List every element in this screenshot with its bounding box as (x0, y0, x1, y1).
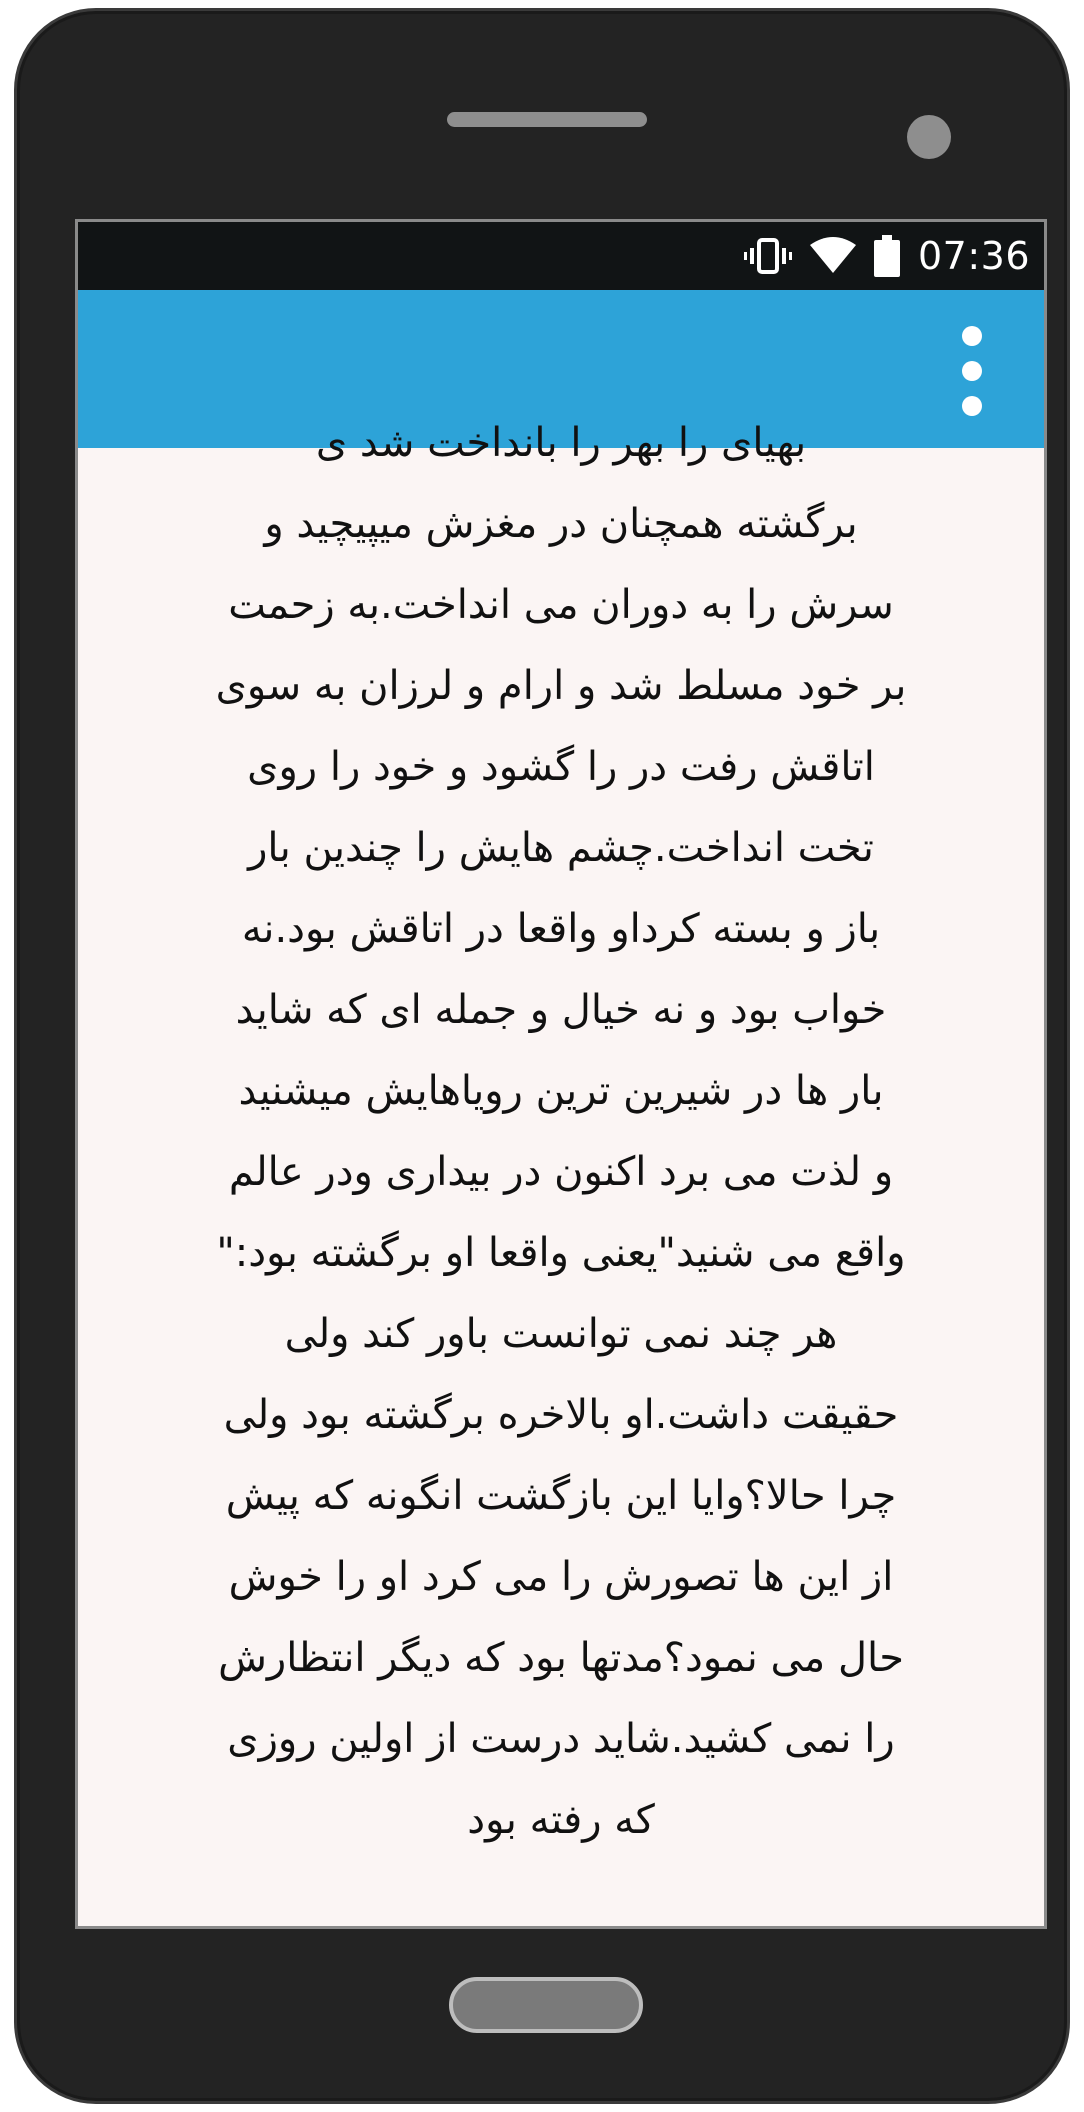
story-content[interactable] (78, 420, 1044, 1932)
status-time: 07:36 (917, 234, 1030, 278)
story-text: ﺑﻬﻴﺎﯼ ﺭﺍ ﺑﻬﺮ ﺭﺍ ﺑﺎﻧﺪﺍﺧﺖ ﺷﺪ ﯼ برگشته همچنان در مغزش میپیچید و سرش را به دوران می انداخت.به زحمت بر خود مسلط شد و ارام و لرزان به سوی اتاقش رفت در را گشود و خود را روی تخت انداخت.چشم هایش را چندین بار باز و بسته کرداو واقعا در اتاقش بود.نه خواب بود و نه خیال و جمله ای که شاید بار ها در شیرین ترین رویاهایش میشنید و لذت می برد اکنون در بیداری ودر عالم واقع می شنید"یعنی واقعا او برگشته بود:" هر چند نمی توانست باور کند ولی حقیقت داشت.او بالاخره برگشته بود ولی چرا حالا؟وایا این بازگشت انگونه که پیش از این ها تصورش را می کرد او را خوش حال می نمود؟مدتها بود که دیگر انتظارش را نمی کشید.شاید درست از اولین روزی که رفته بود (215, 420, 907, 1843)
vibrate-icon (744, 236, 792, 276)
status-bar (78, 222, 1044, 290)
earpiece-speaker (447, 112, 647, 127)
status-icons (744, 222, 1030, 290)
wifi-icon (810, 237, 856, 275)
phone-frame (14, 8, 1070, 2104)
front-camera (907, 115, 951, 159)
menu-dot (962, 326, 982, 346)
menu-dot (962, 361, 982, 381)
screen (75, 219, 1047, 1929)
home-button[interactable] (449, 1977, 643, 2033)
battery-icon (874, 235, 900, 277)
